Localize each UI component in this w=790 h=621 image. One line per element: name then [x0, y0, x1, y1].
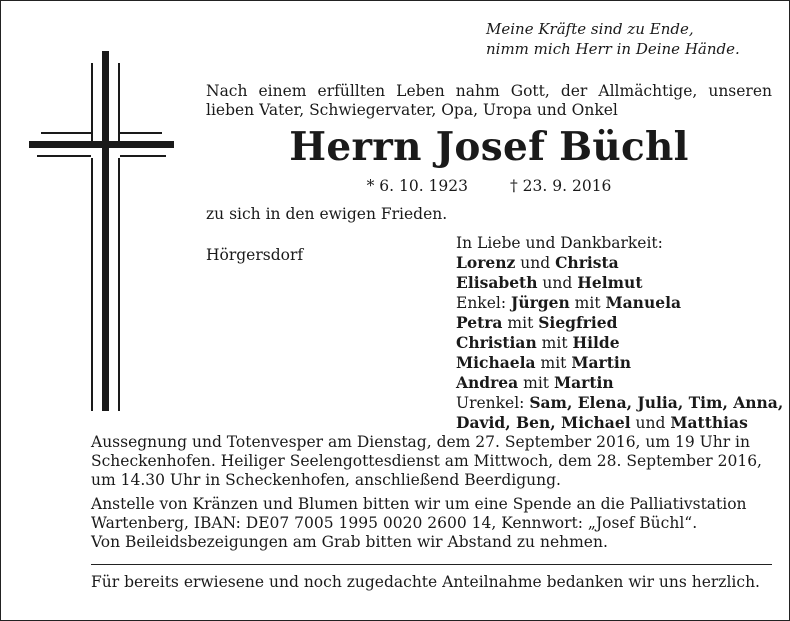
family-row — [456, 313, 783, 333]
family-member: Helmut — [577, 273, 643, 292]
family-connector: mit — [535, 354, 572, 372]
family-member: Martin — [571, 353, 632, 372]
family-row — [456, 273, 783, 293]
motto-line: Meine Kräfte sind zu Ende, — [486, 20, 694, 38]
motto-line: nimm mich Herr in Deine Hände. — [486, 40, 740, 58]
service-line: um 14.30 Uhr in Scheckenhofen, anschließend Beerdigung. — [91, 471, 561, 489]
family-member: Elisabeth — [456, 273, 538, 292]
family-row — [456, 373, 783, 393]
family-connector: und — [630, 414, 671, 432]
family-member: Jürgen — [510, 293, 570, 312]
family-heading: In Liebe und Dankbarkeit: — [456, 234, 663, 252]
death-date: † 23. 9. 2016 — [510, 177, 612, 195]
family-member: Andrea — [456, 373, 519, 392]
family-member: Christa — [555, 253, 619, 272]
peace-text: zu sich in den ewigen Frieden. — [206, 205, 448, 223]
family-connector: mit — [569, 294, 606, 312]
cross-icon — [29, 51, 174, 411]
donation-info — [91, 495, 772, 552]
intro-line: lieben Vater, Schwiegervater, Opa, Uropa und Onkel — [206, 101, 618, 119]
thanks-text: Für bereits erwiesene und noch zugedachte Anteilnahme bedanken wir uns herzlich. — [91, 573, 760, 591]
family-row — [456, 393, 783, 413]
family-list — [456, 233, 783, 433]
family-row — [456, 293, 783, 313]
family-member: Michaela — [456, 353, 536, 372]
family-connector: und — [515, 254, 556, 272]
family-row — [456, 413, 783, 433]
donation-line: Anstelle von Kränzen und Blumen bitten wir um eine Spende an die Palliativstation — [91, 495, 747, 513]
service-line: Scheckenhofen. Heiliger Seelengottesdienst am Mittwoch, dem 28. September 2016, — [91, 452, 762, 470]
family-member: Sam, Elena, Julia, Tim, Anna, — [529, 393, 784, 412]
family-connector: mit — [536, 334, 573, 352]
service-line: Aussegnung und Totenvesper am Dienstag, dem 27. September 2016, um 19 Uhr in — [91, 433, 750, 451]
donation-line: Von Beileidsbezeigungen am Grab bitten wir Abstand zu nehmen. — [91, 533, 608, 551]
family-row — [456, 253, 783, 273]
family-member: Siegfried — [538, 313, 618, 332]
service-info — [91, 433, 772, 490]
family-member: Manuela — [605, 293, 682, 312]
intro-line: Nach einem erfüllten Leben nahm Gott, der Allmächtige, unseren — [206, 82, 772, 100]
place-name: Hörgersdorf — [206, 246, 304, 264]
family-member: Petra — [456, 313, 503, 332]
family-member: Christian — [456, 333, 537, 352]
family-connector: mit — [502, 314, 539, 332]
deceased-name: Herrn Josef Büchl — [289, 124, 689, 170]
family-connector: mit — [518, 374, 554, 392]
family-connector: und — [537, 274, 578, 292]
family-member: Lorenz — [456, 253, 516, 272]
birth-date: * 6. 10. 1923 — [366, 177, 468, 195]
family-member: David, Ben, Michael — [456, 413, 631, 432]
family-row — [456, 353, 783, 373]
donation-line: Wartenberg, IBAN: DE07 7005 1995 0020 2600 14, Kennwort: „Josef Büchl“. — [91, 514, 698, 532]
motto — [486, 19, 740, 59]
life-dates — [206, 177, 772, 196]
family-row — [456, 333, 783, 353]
family-member: Hilde — [572, 333, 620, 352]
family-group-label: Enkel: — [456, 294, 511, 312]
family-member: Martin — [553, 373, 614, 392]
family-group-label: Urenkel: — [456, 394, 530, 412]
intro-text — [206, 82, 772, 120]
family-member: Matthias — [670, 413, 748, 432]
divider — [91, 564, 772, 565]
